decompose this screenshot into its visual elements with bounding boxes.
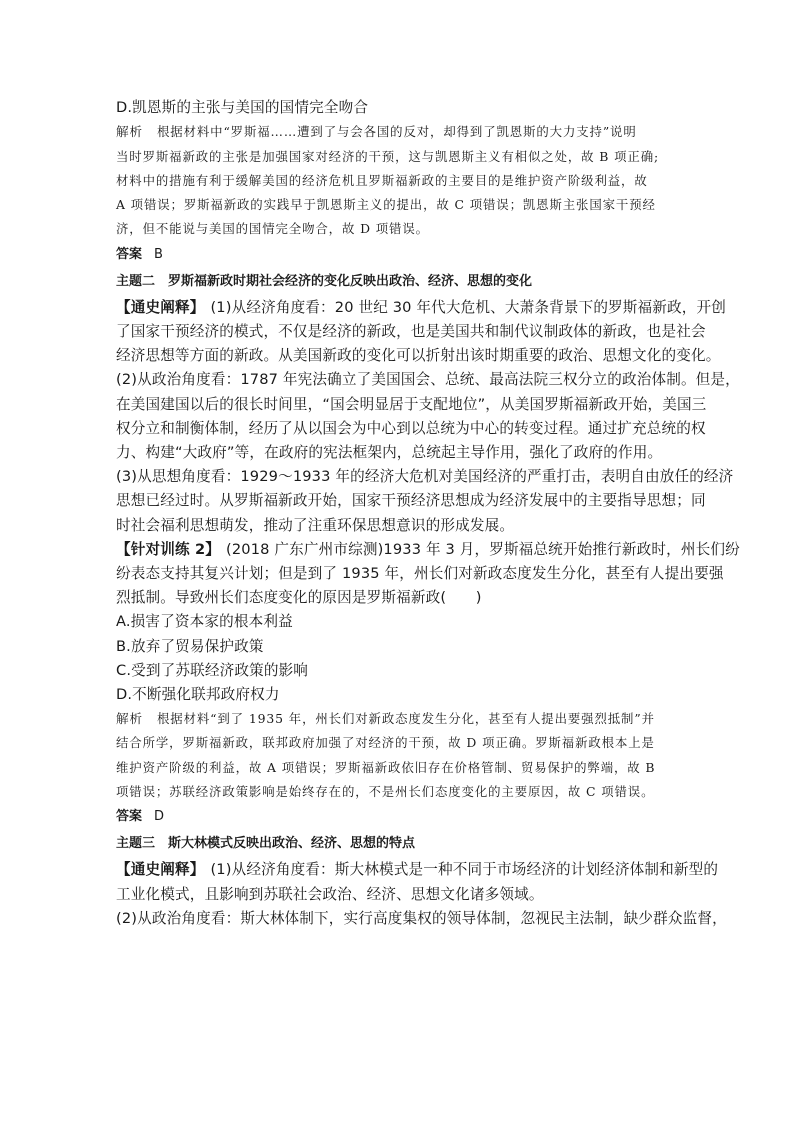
exercise-line: 【针对训练 2】 (2018 广东广州市综测)1933 年 3 月，罗斯福总统开始推行新政时，州长们纷 bbox=[116, 540, 740, 558]
elaboration-label: 【通史阐释】 bbox=[116, 298, 205, 316]
elaboration-label: 【通史阐释】 bbox=[116, 861, 205, 879]
elaboration-line: 了国家干预经济的模式，不仅是经济的新政，也是美国共和制代议制政体的新政，也是社会 bbox=[116, 322, 706, 340]
topic-label: 主题三 bbox=[116, 836, 156, 852]
answer-2 bbox=[116, 804, 682, 830]
elaboration-line: 工业化模式，且影响到苏联社会政治、经济、思想文化诸多领域。 bbox=[116, 885, 544, 903]
topic-label: 主题二 bbox=[116, 273, 156, 289]
elaboration-line: 力、构建“大政府”等，在政府的宪法框架内，总统起主导作用，强化了政府的作用。 bbox=[116, 443, 663, 461]
exercise-line: 纷表态支持其复兴计划；但是到了 1935 年，州长们对新政态度发生分化，甚至有人提出要强 bbox=[116, 564, 724, 582]
page-content bbox=[116, 96, 740, 931]
elaboration-line: (2)从政治角度看：1787 年宪法确立了美国国会、总统、最高法院三权分立的政治体制。但是， bbox=[116, 371, 740, 389]
explanation-line: 当时罗斯福新政的主张是加强国家对经济的干预，这与凯恩斯主义有相似之处，故 B 项正确; bbox=[116, 148, 660, 164]
topic-title: 罗斯福新政时期社会经济的变化反映出政治、经济、思想的变化 bbox=[168, 273, 533, 289]
explanation-line: 解析 根据材料中“罗斯福……遭到了与会各国的反对，却得到了凯恩斯的大力支持”说明 bbox=[116, 120, 682, 144]
explanation-line: 项错误；苏联经济政策影响是始终存在的，不是州长们态度变化的主要原因，故 C 项错误。 bbox=[116, 784, 655, 800]
elaboration-line: 思想已经过时。从罗斯福新政开始，国家干预经济思想成为经济发展中的主要指导思想；同 bbox=[116, 492, 706, 510]
exercise-line: 烈抵制。导致州长们态度变化的原因是罗斯福新政( ) bbox=[116, 589, 482, 607]
answer-label: 答案 bbox=[116, 246, 143, 262]
exercise-2 bbox=[116, 538, 740, 707]
explanation-line: 济，但不能说与美国的国情完全吻合，故 D 项错误。 bbox=[116, 221, 429, 237]
explanation-label: 解析 bbox=[116, 124, 143, 140]
elaboration-3 bbox=[116, 858, 727, 931]
explanation-2 bbox=[116, 707, 682, 804]
option-d: D.凯恩斯的主张与美国的国情完全吻合 bbox=[116, 99, 369, 116]
explanation-line: 维护资产阶级的利益，故 A 项错误；罗斯福新政依旧存在价格管制、贸易保护的弊端，故 B bbox=[116, 759, 656, 775]
explanation-1 bbox=[116, 120, 682, 241]
topic-2-heading bbox=[116, 268, 682, 296]
explanation-label: 解析 bbox=[116, 711, 143, 727]
option-d: D.不断强化联邦政府权力 bbox=[116, 685, 280, 703]
elaboration-line: 【通史阐释】 (1)从经济角度看：斯大林模式是一种不同于市场经济的计划经济体制和新型的 bbox=[116, 861, 719, 879]
answer-1 bbox=[116, 242, 682, 268]
option-b: B.放弃了贸易保护政策 bbox=[116, 637, 264, 655]
elaboration-line: 经济思想等方面的新政。从美国新政的变化可以折射出该时期重要的政治、思想文化的变化。 bbox=[116, 347, 721, 365]
answer-value: B bbox=[154, 246, 163, 262]
elaboration-line: 【通史阐释】 (1)从经济角度看：20 世纪 30 年代大危机、大萧条背景下的罗斯福新政，开创 bbox=[116, 298, 727, 316]
explanation-line: 结合所学，罗斯福新政，联邦政府加强了对经济的干预，故 D 项正确。罗斯福新政根本上是 bbox=[116, 735, 655, 751]
option-a: A.损害了资本家的根本利益 bbox=[116, 613, 293, 631]
explanation-line: 材料中的措施有利于缓解美国的经济危机且罗斯福新政的主要目的是维护资产阶级利益，故 bbox=[116, 172, 648, 188]
elaboration-line: 在美国建国以后的很长时间里，“国会明显居于支配地位”，从美国罗斯福新政开始，美国三 bbox=[116, 395, 707, 413]
elaboration-2 bbox=[116, 296, 740, 538]
elaboration-line: (2)从政治角度看：斯大林体制下，实行高度集权的领导体制，忽视民主法制，缺少群众监督， bbox=[116, 909, 727, 927]
explanation-line: 解析 根据材料“到了 1935 年，州长们对新政态度发生分化，甚至有人提出要强烈抵制”并 bbox=[116, 707, 682, 731]
elaboration-line: 权分立和制衡体制，经历了从以国会为中心到以总统为中心的转变过程。通过扩充总统的权 bbox=[116, 419, 706, 437]
elaboration-line: 时社会福利思想萌发，推动了注重环保思想意识的形成发展。 bbox=[116, 516, 515, 534]
explanation-line: A 项错误；罗斯福新政的实践早于凯恩斯主义的提出，故 C 项错误；凯恩斯主张国家干预经 bbox=[116, 197, 656, 213]
option-c: C.受到了苏联经济政策的影响 bbox=[116, 661, 309, 679]
answer-label: 答案 bbox=[116, 809, 143, 825]
elaboration-line: (3)从思想角度看：1929～1933 年的经济大危机对美国经济的严重打击，表明自由放任的经济 bbox=[116, 468, 734, 486]
topic-3-heading bbox=[116, 830, 682, 858]
exercise-label: 【针对训练 2】 bbox=[116, 540, 220, 558]
topic-title: 斯大林模式反映出政治、经济、思想的特点 bbox=[168, 836, 416, 852]
answer-value: D bbox=[154, 809, 165, 825]
